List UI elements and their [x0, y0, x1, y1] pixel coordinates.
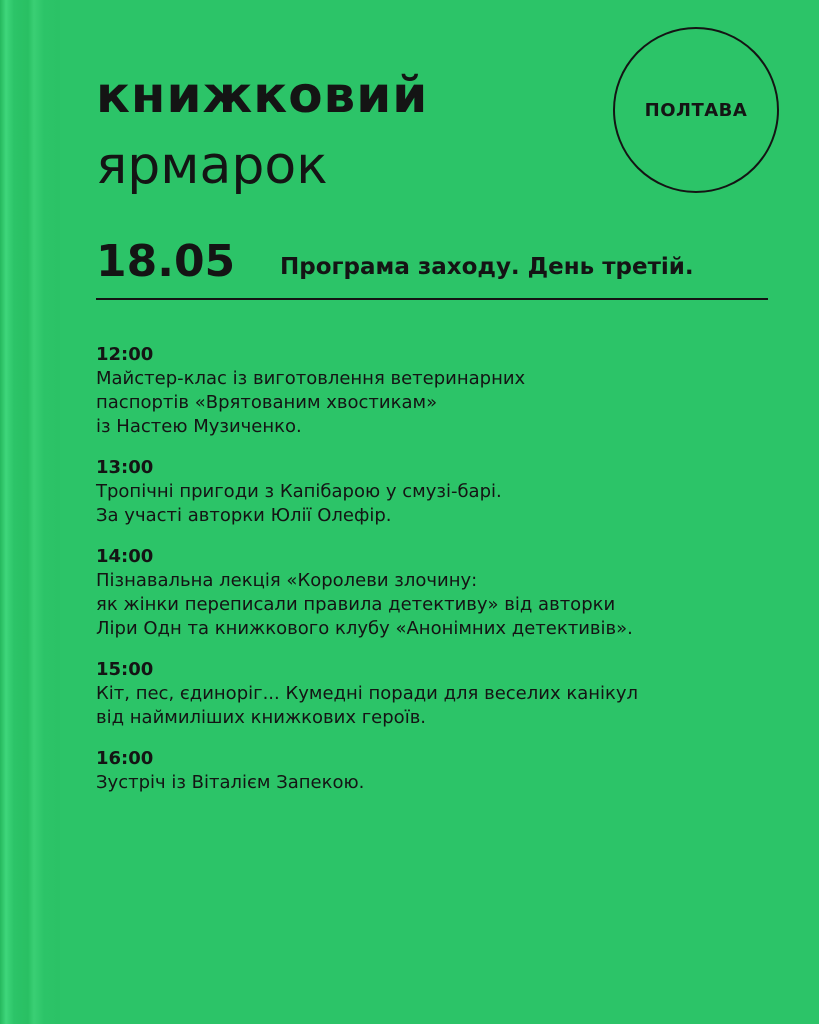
schedule-text: Зустріч із Віталієм Запекою.	[96, 772, 365, 793]
event-date: 18.05	[96, 236, 236, 287]
schedule-list	[96, 343, 776, 812]
schedule-item	[96, 545, 776, 641]
schedule-time: 15:00	[96, 659, 154, 680]
schedule-text: як жінки переписали правила детективу» від авторки	[96, 594, 616, 615]
program-subtitle: Програма заходу. День третій.	[280, 254, 694, 280]
schedule-item	[96, 658, 776, 730]
schedule-text: паспортів «Врятованим хвостикам»	[96, 392, 438, 413]
title-line-2: ярмарок	[96, 136, 328, 196]
schedule-time: 16:00	[96, 748, 154, 769]
schedule-text: Ліри Одн та книжкового клубу «Анонімних детективів».	[96, 618, 633, 639]
schedule-item	[96, 456, 776, 528]
schedule-text: із Настею Музиченко.	[96, 416, 302, 437]
city-badge-label: ПОЛТАВА	[644, 99, 748, 121]
schedule-text: Тропічні пригоди з Капібарою у смузі-барі.	[96, 481, 502, 502]
schedule-text: від наймиліших книжкових героїв.	[96, 707, 427, 728]
schedule-text: Пізнавальна лекція «Королеви злочину:	[96, 570, 478, 591]
schedule-item	[96, 747, 776, 795]
schedule-item	[96, 343, 776, 439]
schedule-time: 14:00	[96, 546, 154, 567]
city-badge	[613, 27, 779, 193]
schedule-time: 13:00	[96, 457, 154, 478]
title-line-1: книжковий	[96, 66, 429, 124]
book-spine-decoration	[0, 0, 60, 1024]
schedule-text: Кіт, пес, єдиноріг... Кумедні поради для веселих канікул	[96, 683, 639, 704]
divider	[96, 298, 768, 300]
schedule-text: Майстер-клас із виготовлення ветеринарних	[96, 368, 526, 389]
schedule-text: За участі авторки Юлії Олефір.	[96, 505, 392, 526]
schedule-time: 12:00	[96, 344, 154, 365]
